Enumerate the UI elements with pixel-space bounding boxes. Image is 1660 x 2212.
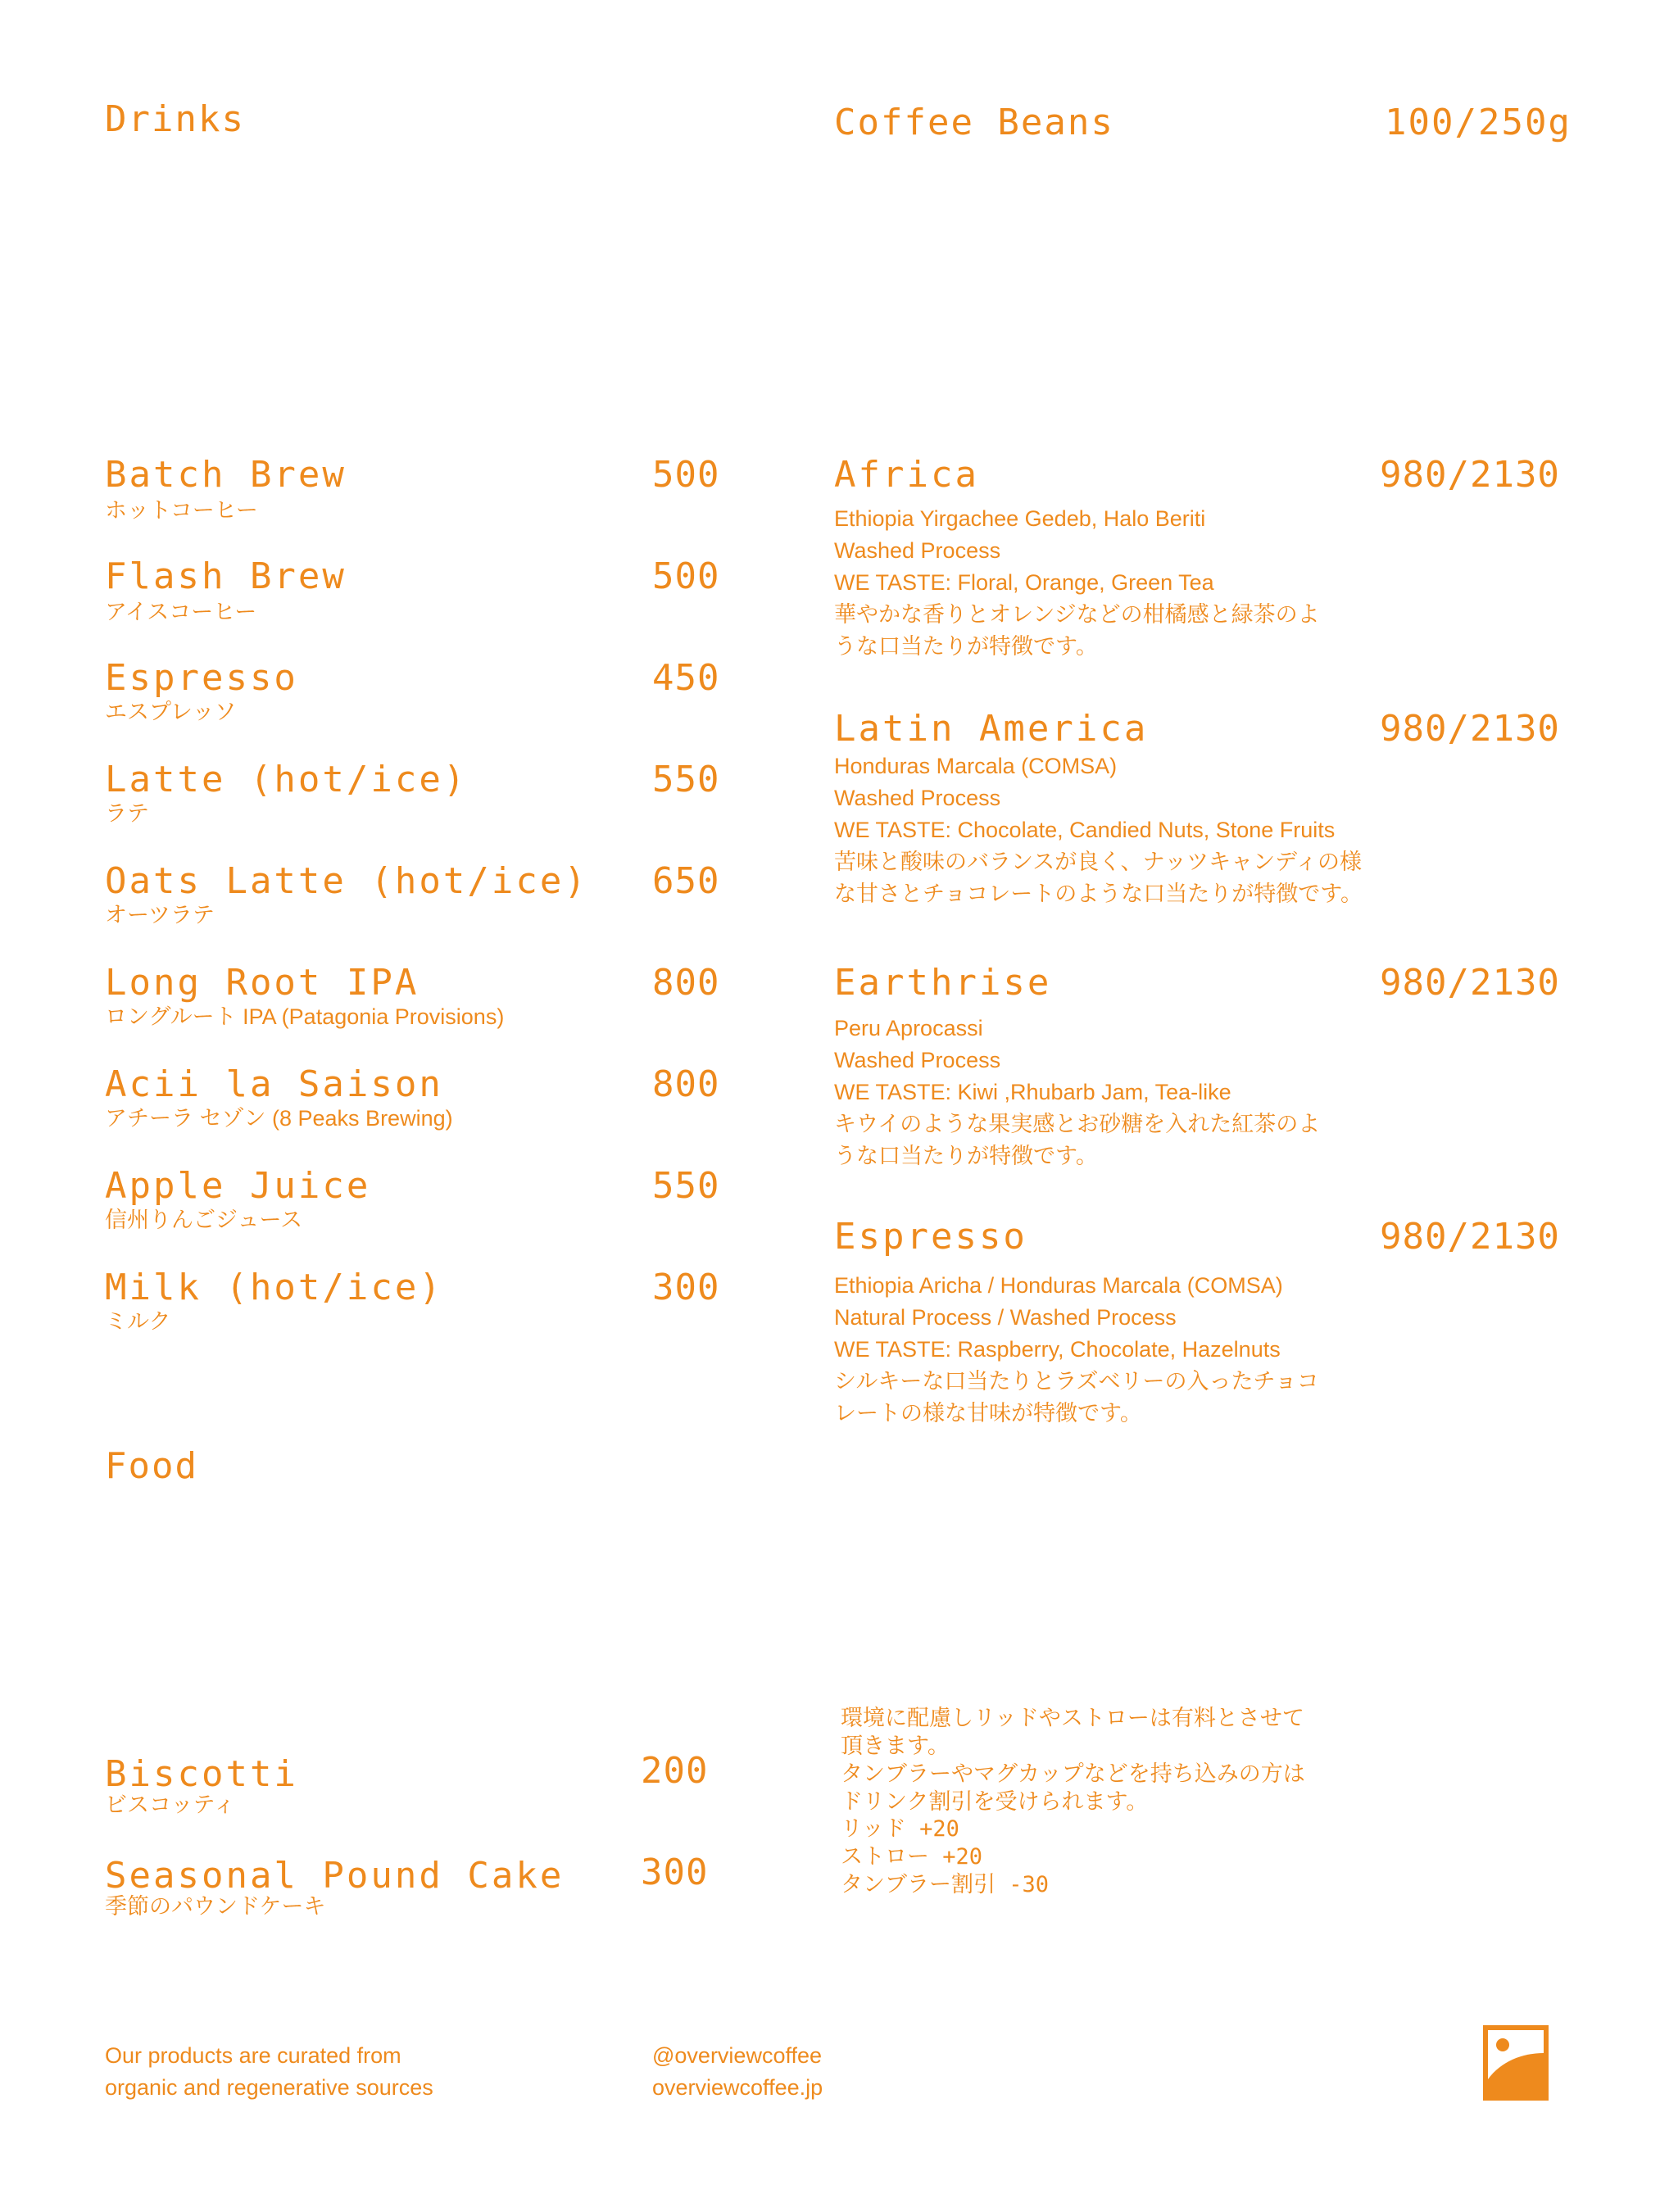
footer-sourcing bbox=[105, 2040, 433, 2104]
bean-details bbox=[834, 750, 1363, 910]
bean-description: うな口当たりが特徴です。 bbox=[834, 634, 1098, 659]
eco-note-line: ドリンク割引を受けられます。 bbox=[841, 1789, 1149, 1814]
bean-details bbox=[834, 503, 1320, 663]
drink-name: Latte (hot/ice) bbox=[105, 759, 468, 800]
bean-origin: Ethiopia Yirgachee Gedeb, Halo Beriti bbox=[834, 506, 1206, 531]
bean-details bbox=[834, 1013, 1320, 1172]
bean-description: 苦味と酸味のバランスが良く、ナッツキャンディの様 bbox=[834, 850, 1362, 874]
drink-name: Acii la Saison bbox=[105, 1063, 443, 1105]
bean-description: 華やかな香りとオレンジなどの柑橘感と緑茶のよ bbox=[834, 602, 1320, 627]
drink-price: 300 bbox=[652, 1267, 720, 1308]
food-jp-name: ビスコッティ bbox=[105, 1793, 236, 1817]
drink-name: Long Root IPA bbox=[105, 962, 420, 1004]
drink-name: Apple Juice bbox=[105, 1165, 371, 1207]
footer-contact bbox=[652, 2040, 823, 2104]
bean-price: 980/2130 bbox=[1380, 1216, 1560, 1258]
bean-tasting-notes: WE TASTE: Kiwi ,Rhubarb Jam, Tea-like bbox=[834, 1080, 1231, 1104]
drink-jp-name: ホットコーヒー bbox=[105, 498, 258, 523]
drink-name: Batch Brew bbox=[105, 454, 347, 496]
bean-name: Latin America bbox=[834, 708, 1149, 750]
drink-name: Espresso bbox=[105, 657, 298, 699]
drink-name: Oats Latte (hot/ice) bbox=[105, 860, 588, 902]
drink-jp-name: ミルク bbox=[105, 1309, 171, 1334]
bean-process: Washed Process bbox=[834, 786, 1001, 810]
bean-description: な甘さとチョコレートのような口当たりが特徴です。 bbox=[834, 882, 1363, 906]
drink-jp-name: オーツラテ bbox=[105, 903, 215, 927]
bean-name: Espresso bbox=[834, 1216, 1027, 1258]
website-link[interactable]: overviewcoffee.jp bbox=[652, 2075, 823, 2100]
bean-tasting-notes: WE TASTE: Chocolate, Candied Nuts, Stone Fruits bbox=[834, 818, 1336, 842]
bean-description: うな口当たりが特徴です。 bbox=[834, 1144, 1098, 1168]
lid-price-note: リッド +20 bbox=[841, 1816, 959, 1842]
bean-description: シルキーな口当たりとラズベリーの入ったチョコ bbox=[834, 1369, 1319, 1394]
bean-origin: Peru Aprocassi bbox=[834, 1016, 983, 1040]
bean-price: 980/2130 bbox=[1380, 708, 1560, 750]
drink-jp-name: エスプレッソ bbox=[105, 700, 237, 724]
drink-jp-name: アチーラ セゾン (8 Peaks Brewing) bbox=[105, 1106, 453, 1131]
food-jp-name: 季節のパウンドケーキ bbox=[105, 1894, 326, 1919]
bean-description: レートの様な甘味が特徴です。 bbox=[834, 1401, 1142, 1426]
drink-jp-name: アイスコーヒー bbox=[105, 600, 257, 624]
drink-jp-name: 信州りんごジュース bbox=[105, 1208, 303, 1232]
instagram-handle[interactable]: @overviewcoffee bbox=[652, 2043, 823, 2068]
bean-origin: Honduras Marcala (COMSA) bbox=[834, 754, 1118, 778]
bean-price: 980/2130 bbox=[1380, 454, 1560, 496]
tumbler-discount-note: タンブラー割引 -30 bbox=[841, 1872, 1050, 1897]
coffee-beans-heading: Coffee Beans bbox=[834, 102, 1114, 143]
eco-note-line: タンブラーやマグカップなどを持ち込みの方は bbox=[841, 1761, 1305, 1786]
straw-price-note: ストロー +20 bbox=[841, 1844, 983, 1870]
drink-price: 650 bbox=[652, 860, 720, 902]
drink-price: 800 bbox=[652, 1063, 720, 1105]
bean-details bbox=[834, 1270, 1319, 1430]
food-name: Seasonal Pound Cake bbox=[105, 1855, 565, 1897]
drink-name: Milk (hot/ice) bbox=[105, 1267, 443, 1308]
bean-origin: Ethiopia Aricha / Honduras Marcala (COMSA) bbox=[834, 1273, 1283, 1298]
drink-price: 550 bbox=[652, 759, 720, 800]
eco-notes bbox=[841, 1704, 1305, 1899]
drinks-heading: Drinks bbox=[105, 98, 245, 140]
drink-price: 550 bbox=[652, 1165, 720, 1207]
drink-price: 500 bbox=[652, 454, 720, 496]
coffee-beans-unit: 100/250g bbox=[1385, 102, 1572, 143]
food-name: Biscotti bbox=[105, 1753, 298, 1795]
drink-jp-name: ラテ bbox=[105, 801, 149, 826]
bean-tasting-notes: WE TASTE: Raspberry, Chocolate, Hazelnuts bbox=[834, 1337, 1281, 1362]
bean-process: Washed Process bbox=[834, 538, 1001, 563]
drink-price: 500 bbox=[652, 555, 720, 597]
food-price: 200 bbox=[641, 1750, 709, 1792]
bean-name: Africa bbox=[834, 454, 979, 496]
drink-price: 800 bbox=[652, 962, 720, 1004]
bean-process: Natural Process / Washed Process bbox=[834, 1305, 1177, 1330]
food-price: 300 bbox=[641, 1852, 709, 1893]
bean-tasting-notes: WE TASTE: Floral, Orange, Green Tea bbox=[834, 570, 1214, 595]
drink-jp-name: ロングルート IPA (Patagonia Provisions) bbox=[105, 1004, 505, 1029]
eco-note-line: 頂きます。 bbox=[841, 1734, 950, 1758]
overview-coffee-logo-icon bbox=[1483, 2025, 1549, 2101]
drink-name: Flash Brew bbox=[105, 555, 347, 597]
footer-sourcing-line: Our products are curated from bbox=[105, 2043, 401, 2068]
bean-name: Earthrise bbox=[834, 962, 1052, 1004]
bean-process: Washed Process bbox=[834, 1048, 1001, 1072]
footer-sourcing-line: organic and regenerative sources bbox=[105, 2075, 433, 2100]
bean-price: 980/2130 bbox=[1380, 962, 1560, 1004]
food-heading: Food bbox=[105, 1445, 198, 1487]
bean-description: キウイのような果実感とお砂糖を入れた紅茶のよ bbox=[834, 1112, 1321, 1136]
eco-note-line: 環境に配慮しリッドやストローは有料とさせて bbox=[841, 1706, 1304, 1730]
drink-price: 450 bbox=[652, 657, 720, 699]
